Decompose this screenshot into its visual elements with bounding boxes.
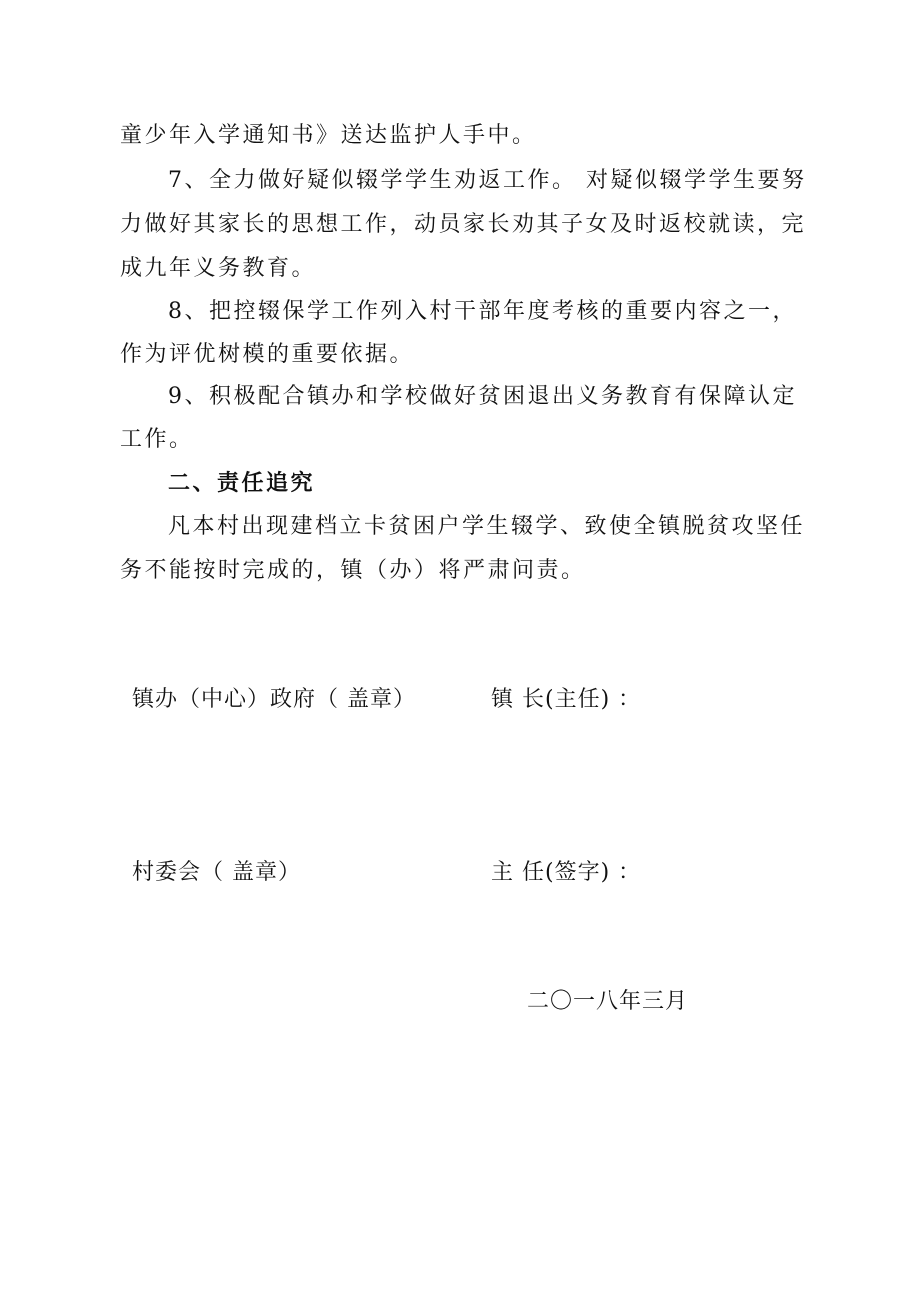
paragraph-8-line-1: 8、把控辍保学工作列入村干部年度考核的重要内容之一， (168, 299, 797, 324)
paragraph-8-line-2: 作为评优树模的重要依据。 (120, 342, 415, 367)
paragraph-7-line-3: 成九年义务教育。 (120, 256, 317, 281)
section-2-line-1: 凡本村出现建档立卡贫困户学生辍学、致使全镇脱贫攻坚任 (168, 514, 806, 539)
paragraph-6-tail: 童少年入学通知书》送达监护人手中。 (120, 123, 537, 148)
paragraph-9-line-2: 工作。 (120, 427, 194, 452)
village-committee-seal-label: 村委会（ 盖章） (132, 860, 301, 885)
section-2-heading: 二、责任追究 (168, 470, 316, 496)
paragraph-9-line-1: 9、积极配合镇办和学校做好贫困退出义务教育有保障认定 (168, 384, 797, 409)
paragraph-7-line-2: 力做好其家长的思想工作，动员家长劝其子女及时返校就读，完 (120, 212, 807, 237)
document-date: 二〇一八年三月 (527, 989, 689, 1014)
town-head-signature-label: 镇 长(主任) ： (491, 687, 642, 712)
village-director-signature-label: 主 任(签字) ： (491, 860, 642, 885)
section-2-line-2: 务不能按时完成的，镇（办）将严肃问责。 (120, 558, 586, 583)
paragraph-7-line-1: 7、全力做好疑似辍学学生劝返工作。 对疑似辍学学生要努 (168, 168, 807, 193)
town-government-seal-label: 镇办（中心）政府（ 盖章） (132, 687, 416, 712)
